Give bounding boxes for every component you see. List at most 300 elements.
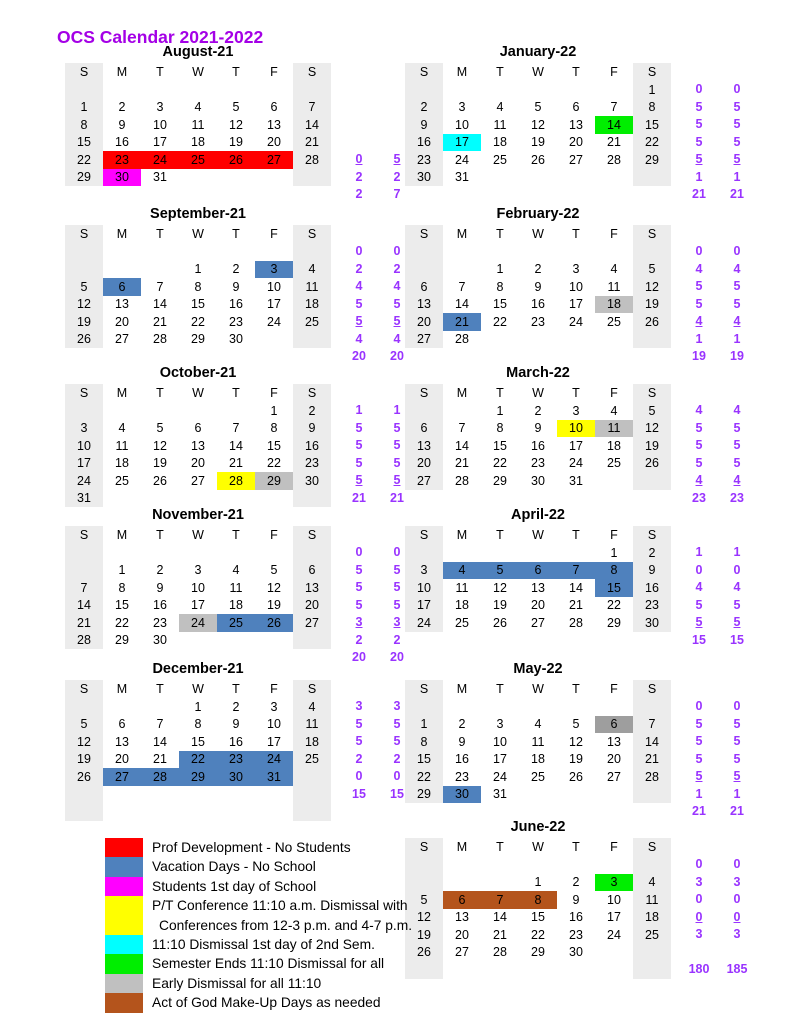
- day-cell: 17: [153, 135, 167, 150]
- month-march-22: [405, 365, 792, 505]
- week-row: [65, 134, 331, 152]
- day-cell: 27: [455, 945, 469, 960]
- count-value: 5: [695, 455, 703, 470]
- day-header-cell: M: [116, 65, 128, 79]
- week-row: [405, 296, 671, 314]
- day-cell: 18: [293, 733, 331, 751]
- day-cell: 9: [232, 279, 240, 294]
- day-cell-blue: 30: [217, 768, 255, 786]
- day-cell: 24: [493, 769, 507, 784]
- day-cell: [293, 786, 331, 804]
- day-cell: 22: [267, 456, 281, 471]
- day-cell: 23: [531, 456, 545, 471]
- count-value: 1: [733, 169, 741, 184]
- month-january-22: [405, 44, 792, 201]
- week-count-row: [680, 420, 760, 438]
- day-cell: [519, 243, 557, 261]
- month-title: April-22: [511, 507, 565, 523]
- day-cell: 22: [115, 615, 129, 630]
- total-value: 19: [692, 349, 706, 363]
- day-cell: [103, 402, 141, 420]
- day-cell-red: 25: [179, 151, 217, 169]
- day-cell-brown: 8: [519, 891, 557, 909]
- day-cell: 1: [118, 563, 126, 578]
- day-cell: 16: [531, 297, 545, 312]
- day-header-cell: T: [496, 65, 504, 79]
- count-value: 5: [393, 152, 401, 166]
- day-cell: 10: [191, 580, 205, 595]
- count-value: 0: [695, 82, 703, 96]
- day-cell: 9: [534, 279, 542, 294]
- week-row: [65, 562, 331, 580]
- day-cell: [103, 803, 141, 821]
- day-cell-blue: 8: [595, 562, 633, 580]
- week-count-row: [680, 243, 760, 261]
- day-cell: [65, 803, 103, 821]
- day-cell: 22: [65, 151, 103, 169]
- day-header-cell: S: [293, 225, 331, 243]
- day-cell: 30: [153, 633, 167, 648]
- day-cell: 11: [455, 580, 469, 595]
- day-cell: 16: [153, 598, 167, 613]
- count-value: 5: [733, 615, 741, 629]
- day-cell: 2: [118, 100, 126, 115]
- day-cell: [405, 243, 443, 261]
- week-row: [405, 331, 671, 349]
- count-value: 2: [393, 751, 401, 766]
- week-row: [65, 614, 331, 632]
- day-cell: 23: [633, 597, 671, 615]
- day-cell: 15: [493, 438, 507, 453]
- day-cell: [519, 81, 557, 99]
- day-cell: 20: [531, 598, 545, 613]
- day-header-cell: T: [156, 528, 164, 542]
- day-header-cell: S: [65, 225, 103, 243]
- week-row: [405, 891, 671, 909]
- day-cell: [293, 169, 331, 187]
- month-may-22: [405, 661, 792, 818]
- day-header-cell: S: [633, 526, 671, 544]
- week-count-row: [680, 437, 760, 455]
- month-title: August-21: [162, 44, 234, 60]
- count-value: 1: [733, 786, 741, 801]
- day-cell: 1: [194, 699, 202, 714]
- day-header-cell: T: [232, 386, 240, 400]
- day-cell: 27: [531, 615, 545, 630]
- day-cell: [519, 786, 557, 804]
- day-cell: 13: [455, 910, 469, 925]
- day-header-cell: S: [633, 384, 671, 402]
- day-cell: 5: [534, 100, 542, 115]
- week-row: [65, 716, 331, 734]
- day-header-cell: T: [232, 227, 240, 241]
- count-value: 4: [695, 580, 703, 594]
- day-cell: 10: [405, 579, 443, 597]
- week-row: [65, 278, 331, 296]
- day-cell: 1: [496, 403, 504, 418]
- legend-label-line: Conferences from 12-3 p.m. and 4-7 p.m.: [159, 917, 413, 933]
- count-value: 0: [355, 769, 363, 783]
- day-header-cell: S: [293, 63, 331, 81]
- count-value: 5: [733, 296, 741, 311]
- day-cell: 16: [455, 752, 469, 767]
- week-row: [405, 420, 671, 438]
- day-cell: [103, 261, 141, 279]
- day-cell-magenta: 30: [103, 169, 141, 187]
- day-cell: 26: [569, 769, 583, 784]
- day-cell: 2: [458, 717, 466, 732]
- day-header-cell: M: [116, 227, 128, 241]
- day-cell: 17: [267, 734, 281, 749]
- day-cell: 4: [118, 421, 126, 436]
- count-value: 0: [733, 244, 741, 258]
- day-cell: [443, 261, 481, 279]
- day-cell: [633, 169, 671, 187]
- day-cell: 22: [405, 768, 443, 786]
- day-cell: [217, 81, 255, 99]
- day-cell: 7: [65, 579, 103, 597]
- day-cell: [633, 331, 671, 349]
- day-header-cell: W: [532, 682, 544, 696]
- day-cell: [443, 961, 481, 979]
- day-header-cell: W: [192, 65, 204, 79]
- count-value: 4: [733, 403, 741, 417]
- day-cell: 13: [293, 579, 331, 597]
- day-cell: 22: [607, 598, 621, 613]
- day-cell: [405, 261, 443, 279]
- week-count-row: [680, 402, 760, 420]
- day-cell: 7: [633, 716, 671, 734]
- count-value: 5: [393, 438, 401, 452]
- day-cell: 1: [633, 81, 671, 99]
- day-cell: [481, 856, 519, 874]
- week-count-row: [680, 455, 760, 473]
- day-header-cell: S: [405, 225, 443, 243]
- day-header-cell: M: [456, 386, 468, 400]
- day-cell: 14: [153, 734, 167, 749]
- day-cell: 25: [115, 473, 129, 488]
- legend-label: [152, 935, 375, 954]
- day-cell: [103, 490, 141, 508]
- day-cell: [179, 632, 217, 650]
- count-value: 5: [355, 734, 363, 748]
- day-cell-cyan: 17: [443, 134, 481, 152]
- count-value: 4: [695, 261, 703, 276]
- day-cell: 24: [65, 472, 103, 490]
- day-cell: 1: [610, 545, 618, 560]
- day-cell: [481, 961, 519, 979]
- total-value: 20: [352, 650, 366, 664]
- day-cell: 4: [293, 698, 331, 716]
- count-value: 1: [695, 331, 703, 346]
- day-cell: 12: [569, 734, 583, 749]
- count-value: 2: [393, 632, 401, 647]
- day-cell: 20: [405, 455, 443, 473]
- month-title: June-22: [510, 819, 566, 835]
- day-header-cell: T: [572, 227, 580, 241]
- day-cell: 16: [229, 297, 243, 312]
- day-cell: [65, 243, 103, 261]
- day-cell: [65, 786, 103, 804]
- day-header-cell: S: [293, 680, 331, 698]
- day-header-cell: T: [572, 682, 580, 696]
- day-cell: 9: [405, 116, 443, 134]
- day-cell: [557, 786, 595, 804]
- count-value: 5: [733, 152, 741, 166]
- count-value: 5: [355, 580, 363, 594]
- day-cell: 20: [569, 135, 583, 150]
- legend-label: [152, 857, 316, 876]
- day-cell: 24: [267, 314, 281, 329]
- month-grid: [65, 526, 331, 649]
- day-cell-blue: 27: [103, 768, 141, 786]
- week-row: [405, 926, 671, 944]
- day-cell: [595, 169, 633, 187]
- day-cell: 25: [607, 314, 621, 329]
- count-value: 1: [695, 545, 703, 559]
- week-row: [405, 544, 671, 562]
- legend-swatch-brown: [105, 993, 143, 1012]
- total-value: 185: [726, 962, 748, 976]
- day-header-cell: M: [456, 227, 468, 241]
- day-cell: 3: [458, 100, 466, 115]
- legend-item: [105, 993, 412, 1012]
- day-header-cell: W: [532, 840, 544, 854]
- day-cell: 29: [65, 169, 103, 187]
- day-cell: [255, 632, 293, 650]
- day-cell-blue: 29: [179, 768, 217, 786]
- day-cell-blue: 6: [519, 562, 557, 580]
- day-cell: 29: [493, 473, 507, 488]
- day-cell: 5: [270, 563, 278, 578]
- day-header-cell: W: [532, 386, 544, 400]
- day-cell: [293, 243, 331, 261]
- day-cell: 21: [633, 751, 671, 769]
- legend-item: [105, 838, 412, 857]
- day-header-cell: F: [610, 227, 618, 241]
- day-cell: 10: [569, 279, 583, 294]
- week-row: [405, 614, 671, 632]
- day-header-cell: S: [65, 526, 103, 544]
- day-header-cell: S: [293, 384, 331, 402]
- day-cell-blue: 7: [557, 562, 595, 580]
- day-header-cell: T: [232, 65, 240, 79]
- day-cell: [141, 544, 179, 562]
- day-cell: 15: [65, 134, 103, 152]
- legend-label-line: 11:10 Dismissal 1st day of 2nd Sem.: [152, 937, 375, 953]
- day-cell: [255, 544, 293, 562]
- day-cell: 25: [293, 751, 331, 769]
- day-cell: 7: [293, 99, 331, 117]
- day-cell: 31: [153, 170, 167, 185]
- count-value: 2: [355, 632, 363, 647]
- total-value: 23: [692, 490, 706, 505]
- day-cell: 1: [405, 716, 443, 734]
- day-cell: [633, 944, 671, 962]
- day-header-cell: F: [270, 65, 278, 79]
- count-value: 5: [393, 597, 401, 612]
- day-cell-blue: 21: [443, 313, 481, 331]
- day-cell: 14: [633, 733, 671, 751]
- day-cell: [519, 169, 557, 187]
- day-cell: [633, 698, 671, 716]
- week-row: [65, 420, 331, 438]
- day-cell: 7: [458, 279, 466, 294]
- count-value: 0: [695, 562, 703, 577]
- day-cell: 3: [572, 262, 580, 277]
- day-cell: 4: [534, 717, 542, 732]
- count-value: 0: [695, 857, 703, 871]
- day-cell: 2: [572, 875, 580, 890]
- week-count-row: [680, 891, 760, 909]
- day-cell: [179, 803, 217, 821]
- day-cell: 8: [496, 279, 504, 294]
- day-cell: 15: [191, 297, 205, 312]
- month-grid: [65, 63, 331, 186]
- day-cell: [141, 81, 179, 99]
- week-row: [405, 169, 671, 187]
- day-cell: 25: [607, 456, 621, 471]
- month-grid: [405, 384, 671, 490]
- day-cell: 4: [633, 874, 671, 892]
- month-april-22: [405, 507, 792, 647]
- day-cell: 3: [405, 562, 443, 580]
- day-cell: 9: [572, 892, 580, 907]
- day-cell: 6: [118, 717, 126, 732]
- day-cell: 22: [493, 314, 507, 329]
- count-value: 2: [393, 261, 401, 276]
- count-value: 4: [695, 314, 703, 328]
- total-value: 21: [390, 490, 404, 505]
- day-cell: 23: [405, 151, 443, 169]
- count-value: 5: [695, 420, 703, 435]
- month-total: [340, 348, 420, 366]
- day-cell: 12: [65, 733, 103, 751]
- day-cell: 27: [607, 769, 621, 784]
- count-value: 5: [393, 473, 401, 487]
- day-cell: 14: [455, 438, 469, 453]
- week-count-row: [680, 909, 760, 927]
- day-cell: 21: [153, 752, 167, 767]
- day-cell: [519, 698, 557, 716]
- week-count-row: [680, 716, 760, 734]
- day-cell-blue: 4: [443, 562, 481, 580]
- count-value: 5: [695, 134, 703, 149]
- day-header-cell: S: [405, 680, 443, 698]
- day-cell-red: 27: [255, 151, 293, 169]
- week-count-row: [680, 698, 760, 716]
- legend-swatch-gray: [105, 974, 143, 993]
- day-cell: 13: [405, 437, 443, 455]
- day-cell: 28: [455, 473, 469, 488]
- day-cell: [65, 261, 103, 279]
- day-header-cell: F: [610, 528, 618, 542]
- day-cell: [443, 698, 481, 716]
- day-cell: 19: [633, 296, 671, 314]
- day-cell: 8: [270, 421, 278, 436]
- day-cell: 21: [153, 314, 167, 329]
- count-value: 5: [733, 597, 741, 612]
- day-cell: [103, 243, 141, 261]
- day-cell-blue: 24: [255, 751, 293, 769]
- week-row: [65, 151, 331, 169]
- day-cell: 19: [531, 135, 545, 150]
- week-row: [65, 544, 331, 562]
- legend-label: [152, 877, 316, 896]
- day-header-cell: F: [610, 65, 618, 79]
- day-cell: 8: [118, 580, 126, 595]
- month-grid: [65, 225, 331, 348]
- week-row: [405, 716, 671, 734]
- count-value: 5: [695, 152, 703, 166]
- day-cell: 12: [493, 580, 507, 595]
- count-value: 5: [393, 420, 401, 435]
- day-cell-blue: 23: [217, 751, 255, 769]
- day-cell: 25: [293, 313, 331, 331]
- day-header-cell: F: [610, 682, 618, 696]
- day-cell: 17: [493, 752, 507, 767]
- day-cell: [141, 490, 179, 508]
- week-count-row: [680, 856, 760, 874]
- day-cell: 28: [633, 768, 671, 786]
- day-cell: 19: [405, 926, 443, 944]
- day-cell-red: 24: [141, 151, 179, 169]
- count-value: 4: [695, 403, 703, 417]
- day-cell: [65, 544, 103, 562]
- day-cell: [179, 243, 217, 261]
- week-row: [65, 632, 331, 650]
- count-value: 5: [355, 562, 363, 577]
- day-header-cell: T: [572, 528, 580, 542]
- day-cell: 16: [405, 134, 443, 152]
- day-cell: 20: [115, 314, 129, 329]
- day-cell: [255, 81, 293, 99]
- day-cell: 16: [293, 437, 331, 455]
- count-value: 4: [393, 331, 401, 346]
- day-header-cell: W: [192, 528, 204, 542]
- legend-item: [105, 954, 412, 973]
- day-cell: [255, 243, 293, 261]
- day-cell: 12: [531, 117, 545, 132]
- total-value: 15: [352, 786, 366, 801]
- count-value: 4: [355, 331, 363, 346]
- count-value: 3: [695, 927, 703, 941]
- count-value: 0: [393, 244, 401, 258]
- day-cell: 29: [191, 332, 205, 347]
- day-cell: 13: [191, 438, 205, 453]
- day-header-cell: F: [270, 227, 278, 241]
- count-value: 0: [355, 152, 363, 166]
- day-cell: 6: [572, 100, 580, 115]
- month-title: May-22: [513, 661, 563, 677]
- count-value: 5: [355, 314, 363, 328]
- day-cell: 20: [191, 456, 205, 471]
- week-row: [405, 733, 671, 751]
- day-cell: [141, 698, 179, 716]
- day-cell: [595, 243, 633, 261]
- day-cell: 16: [229, 734, 243, 749]
- day-cell: 8: [194, 717, 202, 732]
- day-cell: 24: [569, 314, 583, 329]
- day-cell: [481, 331, 519, 349]
- day-header-cell: T: [156, 386, 164, 400]
- count-value: 5: [393, 716, 401, 731]
- week-row: [65, 472, 331, 490]
- day-header-cell: T: [496, 528, 504, 542]
- day-cell: 3: [572, 403, 580, 418]
- day-cell-gray: 11: [595, 420, 633, 438]
- count-value: 0: [695, 244, 703, 258]
